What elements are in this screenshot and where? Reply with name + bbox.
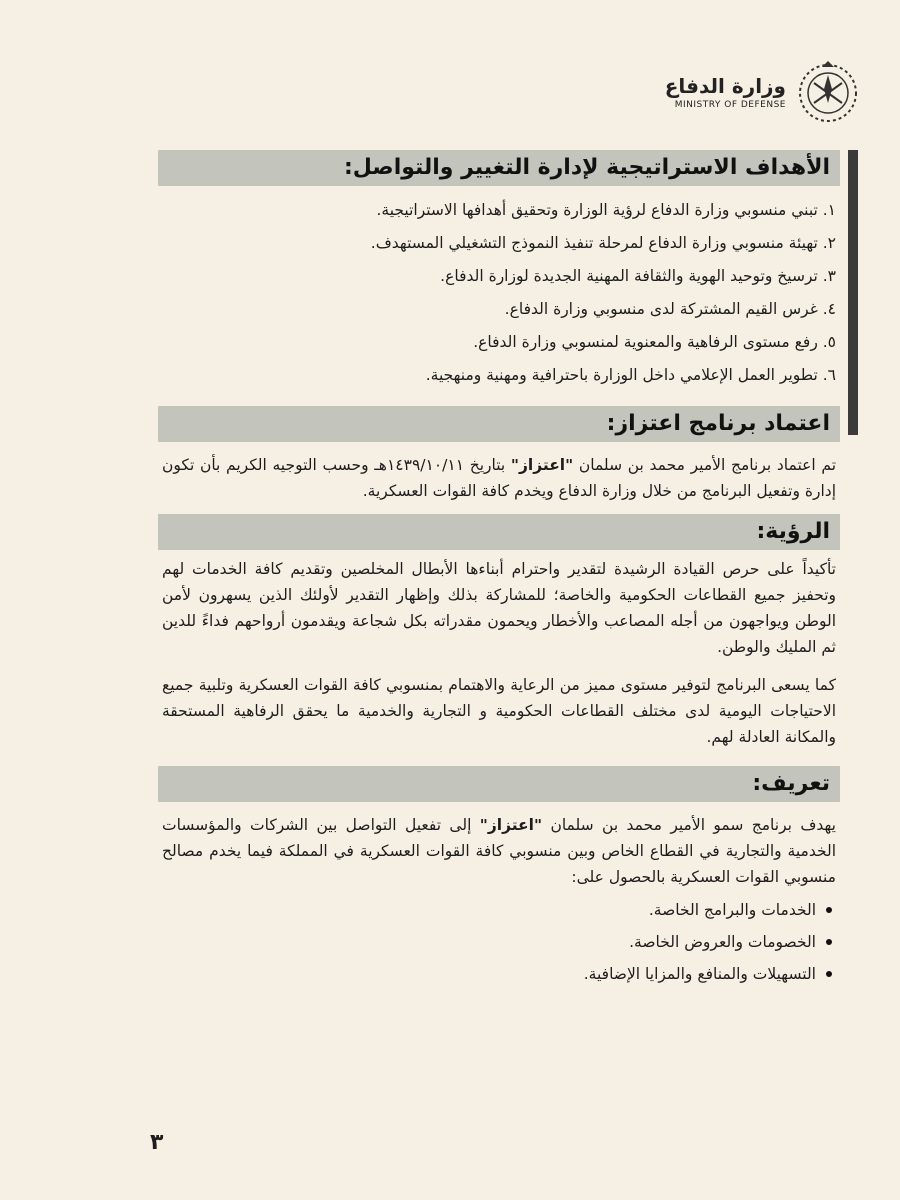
approval-program-name: "اعتزاز"	[510, 456, 574, 474]
objective-item: ٥. رفع مستوى الرفاهية والمعنوية لمنسوبي وزارة الدفاع.	[473, 333, 836, 351]
bullet-icon	[826, 907, 832, 913]
definition-text-after: إلى تفعيل التواصل بين الشركات والمؤسسات الخدمية والتجارية في القطاع الخاص وبين منسوبي كافة القوات العسكرية في المملكة فيما يخدم مصالح منسوبي القوات العسكرية بالحصول على:	[162, 816, 836, 886]
benefit-text: الخدمات والبرامج الخاصة.	[648, 901, 816, 919]
benefit-item	[158, 894, 840, 926]
objective-item: ٦. تطوير العمل الإعلامي داخل الوزارة باحترافية ومهنية ومنهجية.	[425, 366, 836, 384]
definition-paragraph	[158, 812, 840, 890]
approval-text-after: بتاريخ ١٤٣٩/١٠/١١هـ وحسب التوجيه الكريم بأن تكون إدارة وتفعيل البرنامج من خلال وزارة الدفاع ويخدم كافة القوات العسكرية.	[162, 456, 836, 500]
objective-item: ٤. غرس القيم المشتركة لدى منسوبي وزارة الدفاع.	[504, 300, 836, 318]
side-accent-bar	[848, 150, 858, 435]
bullet-icon	[826, 971, 832, 977]
benefit-text: التسهيلات والمنافع والمزايا الإضافية.	[583, 965, 816, 983]
vision-heading: الرؤية:	[158, 514, 840, 550]
ministry-name-en: MINISTRY OF DEFENSE	[674, 100, 786, 110]
vision-paragraph-2: كما يسعى البرنامج لتوفير مستوى مميز من الرعاية والاهتمام بمنسوبي كافة القوات العسكرية وتلبية جميع الاحتياجات اليومية لدى مختلف القطاعات الحكومية و التجارية والخدمية ما يحقق الرفاهية المستحقة والمكانة العادلة لهم.	[162, 676, 836, 746]
benefit-text: الخصومات والعروض الخاصة.	[629, 933, 816, 951]
definition-program-name: "اعتزاز"	[479, 816, 543, 834]
objectives-heading: الأهداف الاستراتيجية لإدارة التغيير والتواصل:	[158, 150, 840, 186]
main-content	[158, 150, 840, 990]
objective-item: ٢. تهيئة منسوبي وزارة الدفاع لمرحلة تنفيذ النموذج التشغيلي المستهدف.	[370, 234, 836, 252]
ministry-name	[665, 74, 786, 110]
definition-heading: تعريف:	[158, 766, 840, 802]
benefit-item	[158, 958, 840, 990]
approval-text-before: تم اعتماد برنامج الأمير محمد بن سلمان	[573, 456, 837, 474]
ministry-header	[620, 52, 860, 132]
ministry-emblem-icon	[796, 59, 860, 125]
vision-paragraph-1: تأكيداً على حرص القيادة الرشيدة لتقدير واحترام أبناءها الأبطال المخلصين وتقديم كافة الخدمات لهم وتحفيز جميع القطاعات الحكومية والخاصة؛ للمشاركة بذلك وإظهار التقدير لأولئك الذين يسهرون لأمن الوطن ويواجهون من أجله المصاعب والأخطار ويحمون مقدراته بكل شجاعة ويقدمون أرواحهم فداءً للدين ثم المليك والوطن.	[162, 560, 836, 656]
objective-item: ٣. ترسيخ وتوحيد الهوية والثقافة المهنية الجديدة لوزارة الدفاع.	[440, 267, 836, 285]
approval-paragraph	[158, 452, 840, 504]
objective-item: ١. تبني منسوبي وزارة الدفاع لرؤية الوزارة وتحقيق أهدافها الاستراتيجية.	[376, 201, 836, 219]
approval-heading: اعتماد برنامج اعتزاز:	[158, 406, 840, 442]
bullet-icon	[826, 939, 832, 945]
page-number: ٣	[150, 1130, 164, 1155]
benefits-list	[158, 894, 840, 990]
definition-text-before: يهدف برنامج سمو الأمير محمد بن سلمان	[542, 816, 837, 834]
ministry-name-ar: وزارة الدفاع	[664, 74, 786, 98]
objectives-list	[158, 194, 840, 392]
benefit-item	[158, 926, 840, 958]
